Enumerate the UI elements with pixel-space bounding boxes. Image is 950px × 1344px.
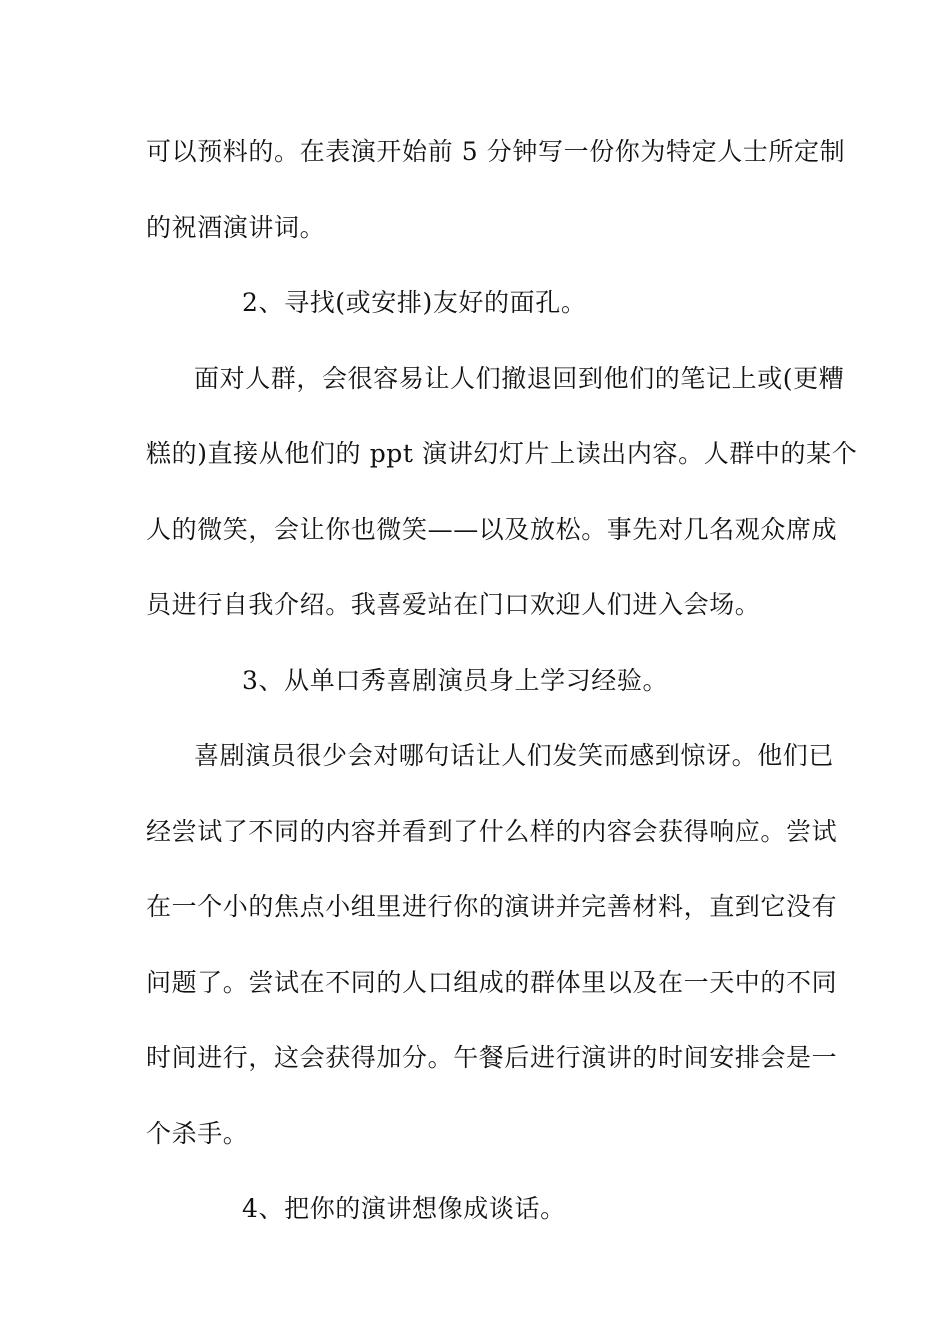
text-line: 糕的)直接从他们的 ppt 演讲幻灯片上读出内容。人群中的某个 xyxy=(146,439,858,468)
text-line: 喜剧演员很少会对哪句话让人们发笑而感到惊讶。他们已 xyxy=(194,741,835,770)
section-heading: 4、把你的演讲想像成谈话。 xyxy=(242,1194,566,1223)
text-line: 经尝试了不同的内容并看到了什么样的内容会获得响应。尝试 xyxy=(146,816,838,846)
text-line: 在一个小的焦点小组里进行你的演讲并完善材料，直到它没有 xyxy=(146,892,838,921)
text-line: 面对人群，会很容易让人们撤退回到他们的笔记上或(更糟 xyxy=(194,363,845,393)
document-body xyxy=(146,126,858,1259)
text-line: 时间进行，这会获得加分。午餐后进行演讲的时间安排会是一 xyxy=(146,1043,838,1072)
section-heading: 2、寻找(或安排)友好的面孔。 xyxy=(242,288,587,317)
text-line: 问题了。尝试在不同的人口组成的群体里以及在一天中的不同 xyxy=(146,967,838,997)
text-line: 人的微笑，会让你也微笑——以及放松。事先对几名观众席成 xyxy=(146,514,838,544)
text-line: 员进行自我介绍。我喜爱站在门口欢迎人们进入会场。 xyxy=(146,590,761,619)
section-heading: 3、从单口秀喜剧演员身上学习经验。 xyxy=(242,665,669,695)
text-line: 可以预料的。在表演开始前 5 分钟写一份你为特定人士所定制 xyxy=(146,137,846,166)
text-line: 个杀手。 xyxy=(146,1118,249,1148)
text-line: 的祝酒演讲词。 xyxy=(146,212,326,242)
